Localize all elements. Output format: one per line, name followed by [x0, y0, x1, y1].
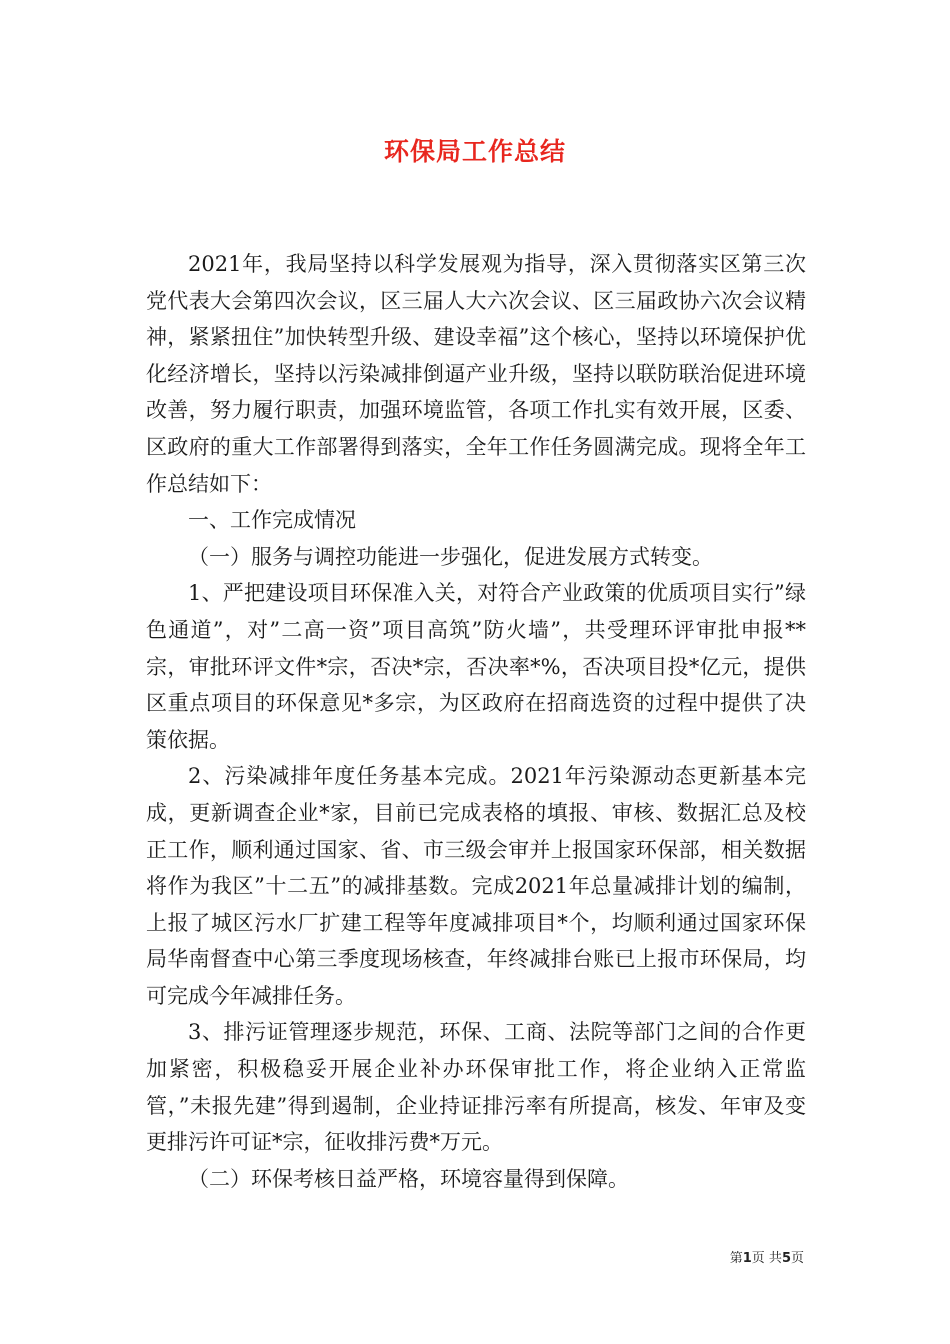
page-number-total: 5	[781, 1251, 791, 1266]
heading-section-1: 一、工作完成情况	[188, 508, 356, 533]
document-body	[146, 246, 806, 1197]
page-number-prefix: 第	[729, 1251, 743, 1266]
page-number-suffix: 页	[790, 1251, 804, 1266]
heading-subsection-1: （一）服务与调控功能进一步强化，促进发展方式转变。	[188, 544, 713, 569]
paragraph-item-2: 2、污染减排年度任务基本完成。2021年污染源动态更新基本完成，更新调查企业*家，目前已完成表格的填报、审核、数据汇总及校正工作，顺利通过国家、省、市三级会审并上报国家环保部，相关数据将作为我区”十二五”的减排基数。完成2021年总量减排计划的编制，上报了城区污水厂扩建工程等年度减排项目*个，均顺利通过国家环保局华南督查中心第三季度现场核查，年终减排台账已上报市环保局，均可完成今年减排任务。	[146, 764, 806, 1008]
page-number	[730, 1247, 804, 1266]
paragraph-item-1: 1、严把建设项目环保准入关，对符合产业政策的优质项目实行”绿色通道”，对”二高一资”项目高筑”防火墙”，共受理环评审批申报**宗，审批环评文件*宗，否决*宗，否决率*%，否决项目投*亿元，提供区重点项目的环保意见*多宗，为区政府在招商选资的过程中提供了决策依据。	[146, 581, 806, 752]
paragraph-intro: 2021年，我局坚持以科学发展观为指导，深入贯彻落实区第三次党代表大会第四次会议，区三届人大六次会议、区三届政协六次会议精神，紧紧扭住”加快转型升级、建设幸福”这个核心，坚持以环境保护优化经济增长，坚持以污染减排倒逼产业升级，坚持以联防联治促进环境改善，努力履行职责，加强环境监管，各项工作扎实有效开展，区委、区政府的重大工作部署得到落实，全年工作任务圆满完成。现将全年工作总结如下：	[146, 252, 806, 496]
heading-subsection-2: （二）环保考核日益严格，环境容量得到保障。	[188, 1166, 629, 1191]
page-number-middle: 页 共	[751, 1251, 782, 1266]
page-number-current: 1	[742, 1251, 752, 1266]
document-title: 环保局工作总结	[383, 137, 566, 166]
paragraph-item-3: 3、排污证管理逐步规范，环保、工商、法院等部门之间的合作更加紧密，积极稳妥开展企业补办环保审批工作，将企业纳入正常监管，”未报先建”得到遏制，企业持证排污率有所提高，核发、年审及变更排污许可证*宗，征收排污费*万元。	[146, 1020, 806, 1155]
